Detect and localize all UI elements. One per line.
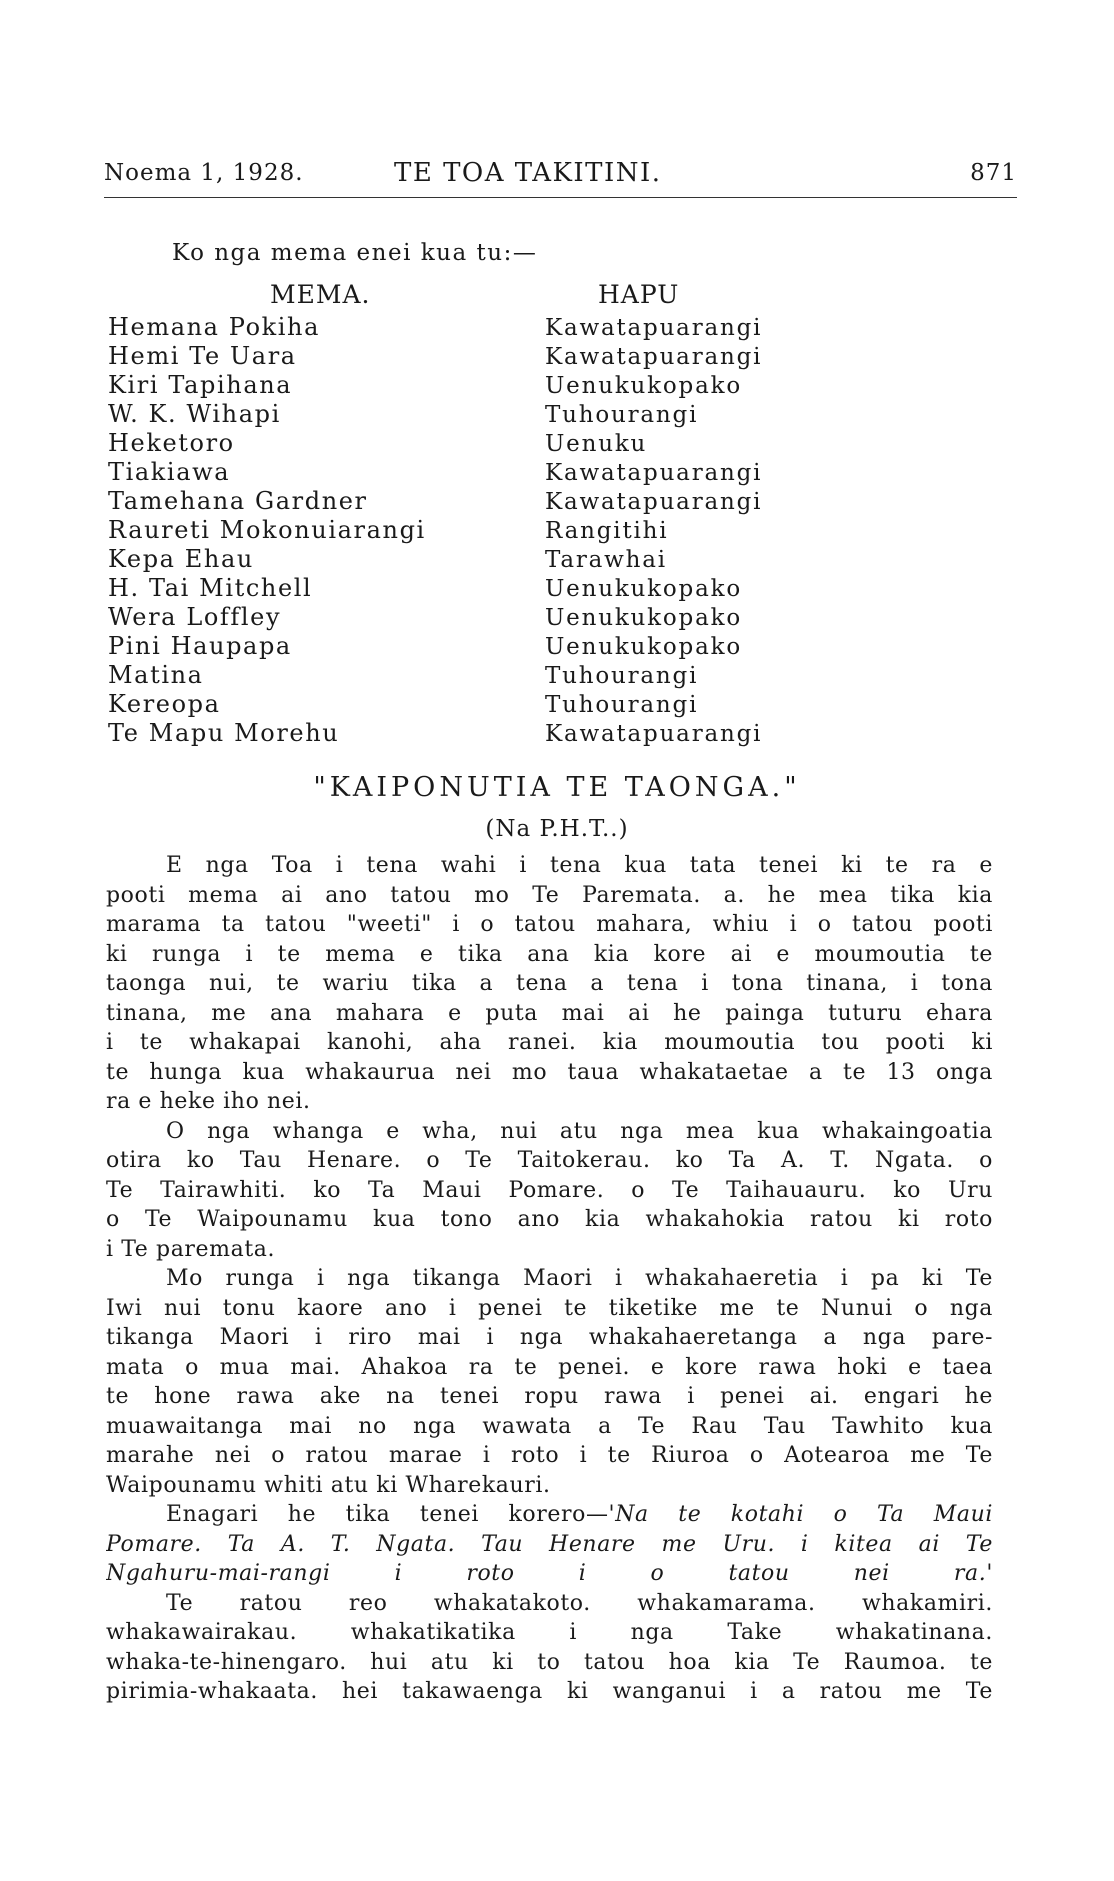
article-line: Te Tairawhiti. ko Ta Maui Pomare. o Te Taihauauru. ko Uru <box>106 1177 993 1203</box>
member-row <box>108 371 1028 400</box>
article-byline: (Na P.H.T..) <box>485 816 629 842</box>
member-hapu: Tuhourangi <box>545 663 699 689</box>
article-line: mata o mua mai. Ahakoa ra te penei. e kore rawa hoki e taea <box>106 1354 993 1380</box>
member-hapu: Kawatapuarangi <box>545 344 763 370</box>
article-line-italic-text: 'Na te kotahi o Ta Maui <box>608 1502 993 1527</box>
member-hapu: Tarawhai <box>545 547 667 573</box>
member-row <box>108 313 1028 342</box>
member-name: H. Tai Mitchell <box>108 574 313 602</box>
article-line: Waipounamu whiti atu ki Wharekauri. <box>106 1472 551 1498</box>
member-name: Heketoro <box>108 429 235 457</box>
article-line-text: Enagari he tika tenei korero— <box>166 1502 609 1527</box>
article-line: pooti mema ai ano tatou mo Te Paremata. a. he mea tika kia <box>106 882 993 908</box>
article-line: Iwi nui tonu kaore ano i penei te tiketike me te Nunui o nga <box>106 1295 993 1321</box>
article-line: whakawairakau. whakatikatika i nga Take whakatinana. <box>106 1620 993 1645</box>
member-row <box>108 487 1028 516</box>
member-row <box>108 516 1028 545</box>
member-hapu: Kawatapuarangi <box>545 721 763 747</box>
member-row <box>108 661 1028 690</box>
article-line: ki runga i te mema e tika ana kia kore ai e moumoutia te <box>106 941 993 967</box>
member-hapu: Uenukukopako <box>545 373 742 399</box>
member-name: W. K. Wihapi <box>108 400 281 428</box>
member-hapu: Uenukukopako <box>545 576 742 602</box>
member-hapu: Kawatapuarangi <box>545 460 763 486</box>
article-line: i Te paremata. <box>106 1236 276 1262</box>
article-line: marama ta tatou "weeti" i o tatou mahara, whiu i o tatou pooti <box>106 912 993 937</box>
member-name: Kereopa <box>108 690 221 718</box>
article-title: "KAIPONUTIA TE TAONGA." <box>313 772 801 803</box>
article-line: Mo runga i nga tikanga Maori i whakahaeretia i pa ki Te <box>166 1266 993 1291</box>
article-line: te hone rawa ake na tenei ropu rawa i penei ai. engari he <box>106 1384 993 1409</box>
member-name: Tiakiawa <box>108 458 231 486</box>
article-line <box>106 1500 993 1530</box>
article-line: E nga Toa i tena wahi i tena kua tata tenei ki te ra e <box>166 853 993 878</box>
header-title: TE TOA TAKITINI. <box>394 158 662 188</box>
article-line: i te whakapai kanohi, aha ranei. kia moumoutia tou pooti ki <box>106 1030 993 1055</box>
article-line: pirimia-whakaata. hei takawaenga ki wanganui i a ratou me Te <box>106 1679 993 1704</box>
article-line: Ngahuru-mai-rangi i roto i o tatou nei ra.' <box>106 1561 993 1586</box>
member-row <box>108 342 1028 371</box>
member-hapu: Uenukukopako <box>545 605 742 631</box>
member-row <box>108 545 1028 574</box>
hapu-column-heading: HAPU <box>598 280 680 309</box>
member-name: Hemana Pokiha <box>108 313 321 341</box>
member-hapu: Rangitihi <box>545 518 669 544</box>
member-name: Wera Loffley <box>108 603 282 631</box>
member-name: Te Mapu Morehu <box>108 719 340 747</box>
member-name: Tamehana Gardner <box>108 487 368 515</box>
article-line: O nga whanga e wha, nui atu nga mea kua whakaingoatia <box>166 1118 993 1144</box>
member-hapu: Uenuku <box>545 431 648 457</box>
member-row <box>108 400 1028 429</box>
article-line: whaka-te-hinengaro. hui atu ki to tatou hoa kia Te Raumoa. te <box>106 1649 993 1675</box>
member-name: Kepa Ehau <box>108 545 254 573</box>
member-hapu: Kawatapuarangi <box>545 315 763 341</box>
article-line: tinana, me ana mahara e puta mai ai he painga tuturu ehara <box>106 1000 993 1026</box>
member-row <box>108 719 1028 748</box>
article-line: taonga nui, te wariu tika a tena a tena i tona tinana, i tona <box>106 971 993 996</box>
article-body <box>106 851 993 1707</box>
member-hapu: Kawatapuarangi <box>545 489 763 515</box>
member-name: Raureti Mokonuiarangi <box>108 516 426 544</box>
member-name: Pini Haupapa <box>108 632 292 660</box>
page-number: 871 <box>970 160 1017 186</box>
article-line: te hunga kua whakaurua nei mo taua whakataetae a te 13 onga <box>106 1059 993 1085</box>
article-line: tikanga Maori i riro mai i nga whakahaeretanga a nga pare- <box>106 1325 993 1350</box>
article-line: otira ko Tau Henare. o Te Taitokerau. ko Ta A. T. Ngata. o <box>106 1148 993 1173</box>
member-name: Kiri Tapihana <box>108 371 293 399</box>
member-row <box>108 632 1028 661</box>
member-name: Matina <box>108 661 204 689</box>
header-date: Noema 1, 1928. <box>104 160 304 186</box>
article-line: muawaitanga mai no nga wawata a Te Rau Tau Tawhito kua <box>106 1413 993 1439</box>
running-header <box>104 160 1017 194</box>
member-row <box>108 603 1028 632</box>
article-line: marahe nei o ratou marae i roto i te Riuroa o Aotearoa me Te <box>106 1443 993 1468</box>
member-hapu: Tuhourangi <box>545 402 699 428</box>
member-hapu: Tuhourangi <box>545 692 699 718</box>
members-list <box>108 313 1028 748</box>
members-intro: Ko nga mema enei kua tu:— <box>172 240 538 266</box>
header-rule <box>104 197 1017 198</box>
article-line: o Te Waipounamu kua tono ano kia whakahokia ratou ki roto <box>106 1207 993 1232</box>
member-name: Hemi Te Uara <box>108 342 297 370</box>
mema-column-heading: MEMA. <box>270 280 371 309</box>
article-line: ra e heke iho nei. <box>106 1089 311 1114</box>
member-row <box>108 429 1028 458</box>
member-row <box>108 574 1028 603</box>
member-hapu: Uenukukopako <box>545 634 742 660</box>
member-row <box>108 690 1028 719</box>
member-row <box>108 458 1028 487</box>
article-line: Te ratou reo whakatakoto. whakamarama. whakamiri. <box>166 1590 993 1616</box>
article-line: Pomare. Ta A. T. Ngata. Tau Henare me Uru. i kitea ai Te <box>106 1531 993 1557</box>
